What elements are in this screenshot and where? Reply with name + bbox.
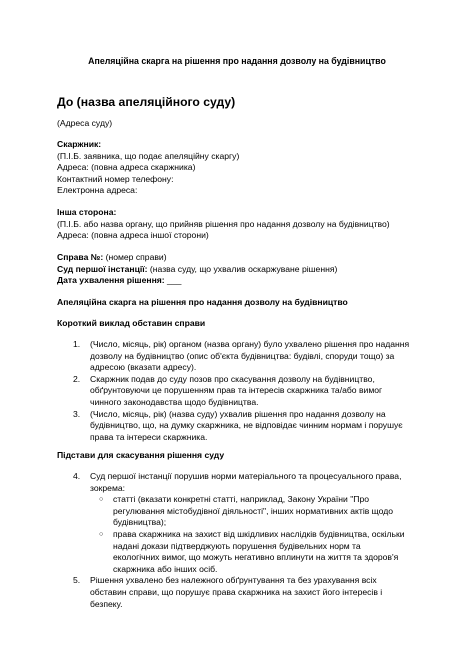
first-instance-row (57, 264, 337, 276)
list-item-line: Суд першої інстанції порушив норми матеріального та процесуального права, (90, 471, 402, 481)
list-item-line: чинного законодавства щодо будівництва. (90, 396, 259, 407)
complainant-name: (П.І.Б. заявника, що подає апеляційну скаргу) (57, 150, 240, 161)
sublist-item (57, 494, 417, 529)
sublist-item-line: будівництва); (113, 517, 167, 528)
sublist-item-line: екологічних вимог, що можуть негативно вплинути на життя та здоров'я (113, 552, 399, 563)
list-item (57, 471, 417, 494)
other-party-label: Інша сторона: (57, 207, 117, 217)
sublist-item-line: права скаржника на захист від шкідливих наслідків будівництва, оскільки (113, 528, 405, 539)
other-party-name: (П.І.Б. або назва органу, що прийняв рішення про надання дозволу на будівництво) (57, 218, 390, 229)
complainant-email: Електронна адреса: (57, 185, 138, 196)
other-party-block (57, 207, 390, 242)
decision-date-value: ___ (164, 275, 182, 286)
section-title: Апеляційна скарга на рішення про надання дозволу на будівництво (57, 297, 348, 307)
bullet-circle-icon: ○ (99, 496, 104, 504)
case-number-value: (номер справи) (103, 252, 167, 262)
complainant-address: Адреса: (повна адреса скаржника) (57, 162, 196, 173)
list-item-line: адресою (вказати адресу). (90, 362, 197, 373)
decision-date-row (57, 275, 337, 287)
list-item (57, 339, 417, 374)
list-item-line: будівництво, що, на думку скаржника, не відповідає чинним нормам і порушує (90, 420, 403, 431)
list-item-line: Рішення ухвалено без належного обґрунтування та без урахування всіх (90, 575, 377, 586)
list-item-number: 5. (73, 575, 81, 586)
list-item-line: права та інтереси скаржника. (90, 431, 208, 442)
sublist-item (57, 529, 417, 575)
sublist-item-line: надані докази підтверджують порушення будівельних норм та (113, 540, 361, 551)
court-heading: До (назва апеляційного суду) (57, 95, 236, 109)
other-party-address: Адреса: (повна адреса іншої сторони) (57, 230, 209, 241)
sublist-item-line: статті (вказати конкретні статті, наприклад, Закону України "Про (113, 494, 370, 505)
complainant-phone: Контактний номер телефону: (57, 173, 174, 184)
list-item (57, 374, 417, 409)
grounds-sublist (57, 494, 417, 575)
list-item (57, 575, 417, 610)
grounds-list (57, 471, 417, 610)
case-number-label: Справа №: (57, 252, 104, 262)
list-item-line: дозволу на будівництво (опис об'єкта будівництва: будівлі, споруди тощо) за (90, 350, 395, 361)
first-instance-label: Суд першої інстанції: (57, 263, 148, 274)
sublist-item-line: регулювання містобудівної діяльності", інших нормативних актів щодо (113, 505, 394, 516)
list-item-line: зокрема: (90, 482, 126, 493)
list-item-number: 3. (73, 408, 81, 419)
document-title: Апеляційна скарга на рішення про надання дозволу на будівництво (88, 56, 386, 66)
summary-list (57, 339, 417, 443)
list-item (57, 409, 417, 444)
list-item-line: обставин справи, що порушує права скаржника на захист його інтересів і (90, 586, 383, 597)
bullet-circle-icon: ○ (99, 530, 104, 538)
summary-heading: Короткий виклад обставин справи (57, 318, 206, 328)
list-item-line: обґрунтовуючи це порушенням прав та інтересів скаржника та/або вимог (90, 385, 383, 396)
complainant-block (57, 139, 239, 197)
case-number-row (57, 252, 337, 264)
list-item-line: Скаржник подав до суду позов про скасування дозволу на будівництво, (90, 373, 375, 384)
case-info-block (57, 252, 337, 287)
list-item-line: (Число, місяць, рік) органом (назва органу) було ухвалено рішення про надання (90, 339, 410, 349)
sublist-item-line: скаржника або інших осіб. (113, 563, 218, 574)
decision-date-label: Дата ухвалення рішення: (57, 275, 165, 286)
court-address: (Адреса суду) (57, 118, 113, 128)
list-item-number: 4. (73, 471, 81, 481)
list-item-line: (Число, місяць, рік) (назва суду) ухвалив рішення про надання дозволу на (90, 408, 386, 419)
list-item-line: безпеку. (90, 598, 123, 609)
grounds-heading: Підстави для скасування рішення суду (57, 450, 225, 460)
list-item-number: 2. (73, 373, 81, 384)
list-item-number: 1. (73, 339, 81, 349)
complainant-label: Скаржник: (57, 139, 102, 149)
first-instance-value: (назва суду, що ухвалив оскаржуване рішення) (147, 263, 338, 274)
